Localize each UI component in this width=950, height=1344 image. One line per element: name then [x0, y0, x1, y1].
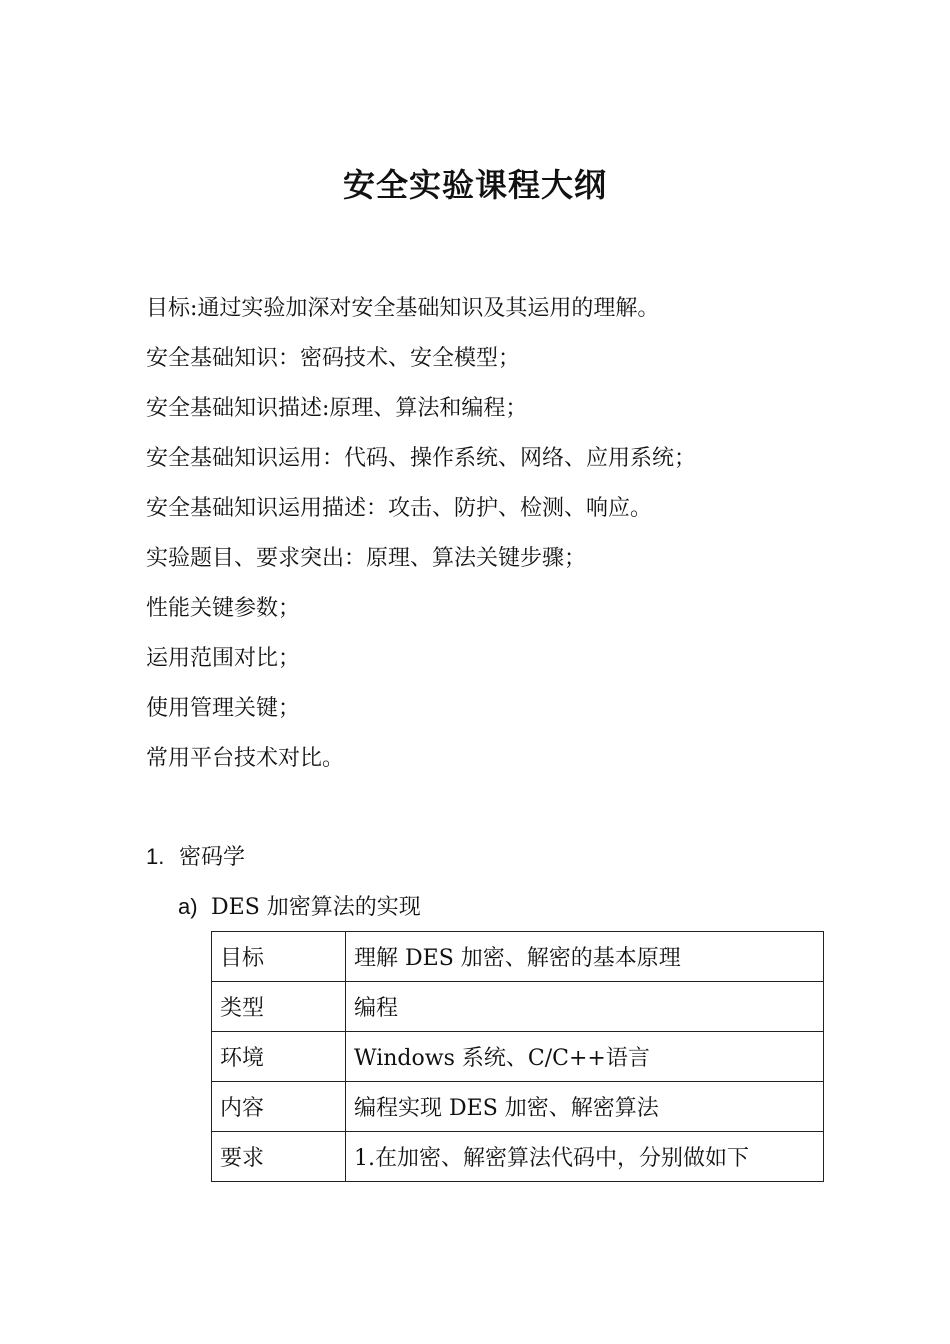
table-row — [212, 932, 824, 982]
section-heading — [146, 842, 245, 873]
paragraph-application-description: 安全基础知识运用描述：攻击、防护、检测、响应。 — [146, 496, 653, 521]
table-key-cell: 环境 — [212, 1032, 346, 1082]
section-title: 密码学 — [179, 845, 246, 870]
paragraph-goal: 目标:通过实验加深对安全基础知识及其运用的理解。 — [146, 296, 660, 321]
table-key-cell: 要求 — [212, 1132, 346, 1182]
paragraph-experiment-requirements: 实验题目、要求突出：原理、算法关键步骤； — [146, 546, 587, 571]
subsection-heading — [178, 892, 421, 923]
table-key-cell: 内容 — [212, 1082, 346, 1132]
table-value-cell: 编程 — [346, 982, 824, 1032]
paragraph-basics-application: 安全基础知识运用：代码、操作系统、网络、应用系统； — [146, 446, 697, 471]
paragraph-management: 使用管理关键； — [146, 696, 301, 721]
paragraph-performance: 性能关键参数； — [146, 596, 301, 621]
paragraph-platforms: 常用平台技术对比。 — [146, 746, 345, 771]
table-value-cell: 编程实现 DES 加密、解密算法 — [346, 1082, 824, 1132]
subsection-title: DES 加密算法的实现 — [211, 895, 421, 920]
experiment-table — [211, 931, 824, 1182]
table-value-cell: 1.在加密、解密算法代码中，分别做如下 — [346, 1132, 824, 1182]
paragraph-basics: 安全基础知识：密码技术、安全模型； — [146, 346, 521, 371]
table-row — [212, 1082, 824, 1132]
subsection-letter: a) — [178, 894, 198, 919]
table-row — [212, 982, 824, 1032]
table-value-cell: Windows 系统、C/C++语言 — [346, 1032, 824, 1082]
paragraph-basics-description: 安全基础知识描述:原理、算法和编程； — [146, 396, 528, 421]
document-title: 安全实验课程大纲 — [342, 166, 607, 204]
table-row — [212, 1032, 824, 1082]
table-key-cell: 目标 — [212, 932, 346, 982]
paragraph-scope: 运用范围对比； — [146, 646, 301, 671]
table-value-cell: 理解 DES 加密、解密的基本原理 — [346, 932, 824, 982]
section-number: 1. — [146, 844, 165, 869]
table-key-cell: 类型 — [212, 982, 346, 1032]
table-row — [212, 1132, 824, 1182]
